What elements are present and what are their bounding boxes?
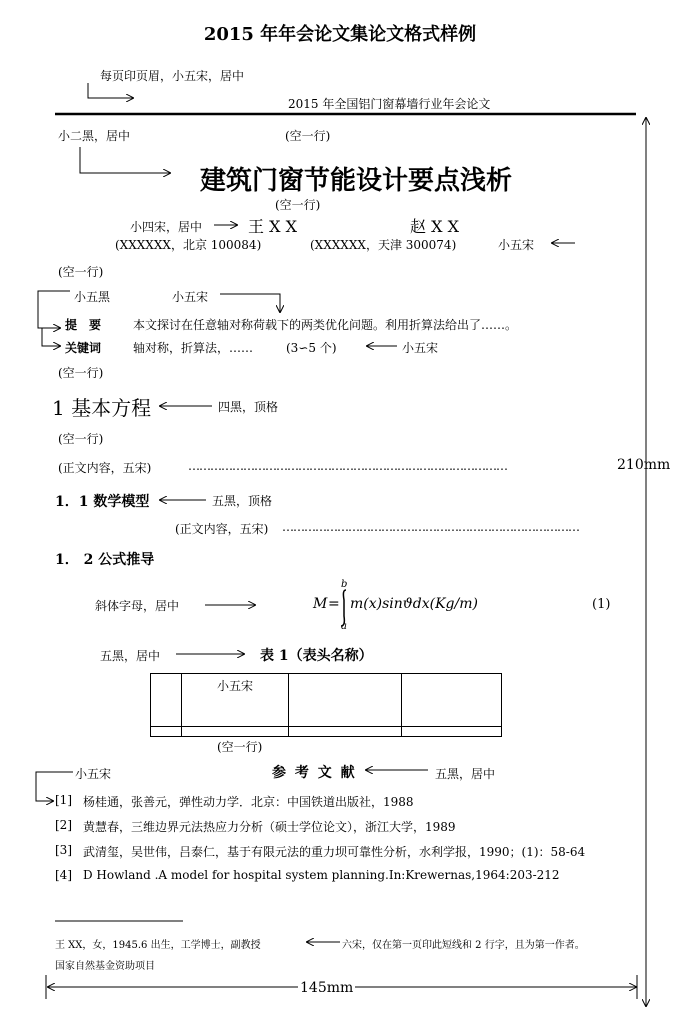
abstract-text: 本文探讨在任意轴对称荷载下的两类优化问题。利用折算法给出了……。	[133, 318, 518, 332]
formula-M: M	[313, 596, 328, 612]
ref-1-num: [1]	[55, 793, 72, 807]
affiliation-note: 小五宋	[498, 238, 535, 252]
formula-lower-limit: a	[341, 621, 347, 632]
refs-note-left: 小五宋	[75, 767, 112, 781]
title-note: 小二黑，居中	[58, 129, 131, 143]
keywords-count: (3∽5 个)	[286, 341, 337, 355]
page-title: 2015 年年会论文集论文格式样例	[203, 24, 477, 45]
keywords-note: 小五宋	[402, 341, 439, 355]
formula-body: m(x)sinϑdx(Kg/m)	[350, 596, 478, 612]
author-1: 王 X X	[248, 217, 297, 236]
body-note: (正文内容，五宋)	[58, 461, 152, 475]
ref-4-text: D Howland .A model for hospital system planning.In:Krewernas,1964:203-212	[83, 868, 560, 882]
formula-upper-limit: b	[341, 579, 348, 590]
affiliation-2: (XXXXXX，天津 300074)	[310, 238, 457, 252]
refs-note-right: 五黑，居中	[435, 767, 496, 781]
ref-3-num: [3]	[55, 843, 72, 857]
keywords-bracket-arrow	[42, 328, 60, 346]
formula-note: 斜体字母，居中	[95, 599, 180, 613]
height-dimension-label: 210mm	[617, 457, 671, 473]
table-note: 五黑，居中	[100, 649, 161, 663]
abstract-note-heiti: 小五黑	[74, 290, 111, 304]
running-header: 2015 年全国铝门窗幕墙行业年会论文	[288, 97, 491, 111]
ref-2-num: [2]	[55, 818, 72, 832]
table-cell	[402, 674, 502, 727]
blank-line-4: (空一行)	[58, 366, 104, 380]
table-cell	[289, 726, 402, 736]
table-caption: 表 1（表头名称）	[260, 648, 373, 664]
table-row	[151, 726, 502, 736]
blank-line-1: (空一行)	[285, 129, 331, 143]
footnote-note: 六宋，仅在第一页印此短线和 2 行字，且为第一作者。	[342, 940, 585, 951]
ref-2-text: 黄慧春，三维边界元法热应力分析（硕士学位论文），浙江大学，1989	[83, 820, 456, 834]
section-1-title: 1 基本方程	[52, 396, 152, 420]
width-dimension-label: 145mm	[300, 980, 354, 996]
body-dots-2: ………………………………………………………………………	[282, 520, 579, 534]
formula-number: (1)	[592, 597, 611, 612]
subsection-1-note: 五黑，顶格	[212, 494, 273, 508]
song-down-arrow	[220, 294, 280, 312]
abstract-note-song: 小五宋	[172, 290, 209, 304]
keywords-label: 关键词	[65, 341, 102, 355]
header-arrow	[88, 83, 133, 98]
body-dots: ……………………………………………………………………………	[188, 459, 507, 473]
table-cell	[289, 674, 402, 727]
table-cell	[151, 726, 182, 736]
author-2: 赵 X X	[410, 217, 459, 236]
footnote-funding: 国家自然基金资助项目	[55, 961, 155, 972]
blank-line-2: (空一行)	[275, 198, 321, 212]
formula-equals: =	[328, 596, 340, 612]
refs-title: 参 考 文 献	[272, 765, 357, 781]
footnote-author: 王 XX，女，1945.6 出生，工学博士，副教授	[55, 940, 261, 951]
header-note: 每页印页眉，小五宋，居中	[100, 69, 245, 83]
subsection-2-title: 1． 2 公式推导	[55, 552, 155, 568]
affiliation-1: (XXXXXX，北京 100084)	[115, 238, 262, 252]
author-note: 小四宋，居中	[130, 220, 203, 234]
keywords-text: 轴对称，折算法，……	[133, 341, 254, 355]
table-cell	[402, 726, 502, 736]
section-1-note: 四黑，顶格	[218, 400, 279, 414]
body-note-2: (正文内容，五宋)	[175, 522, 269, 536]
table-cell	[151, 674, 182, 727]
ref-4-num: [4]	[55, 868, 72, 882]
blank-line-3: (空一行)	[58, 265, 104, 279]
table-cell: 小五宋	[182, 674, 289, 727]
blank-line-6: (空一行)	[217, 740, 263, 754]
abstract-label: 提 要	[65, 318, 102, 332]
ref-3-text: 武清玺，吴世伟，吕泰仁，基于有限元法的重力坝可靠性分析，水利学报，1990；(1)：58-64	[83, 845, 586, 859]
sample-table	[150, 673, 502, 737]
ref-1-text: 杨桂通，张善元，弹性动力学．北京：中国铁道出版社，1988	[83, 795, 414, 809]
paper-title: 建筑门窗节能设计要点浅析	[200, 166, 513, 196]
subsection-1-title: 1．1 数学模型	[55, 494, 150, 510]
table-cell	[182, 726, 289, 736]
blank-line-5: (空一行)	[58, 432, 104, 446]
table-row	[151, 674, 502, 727]
title-arrow	[80, 147, 170, 173]
